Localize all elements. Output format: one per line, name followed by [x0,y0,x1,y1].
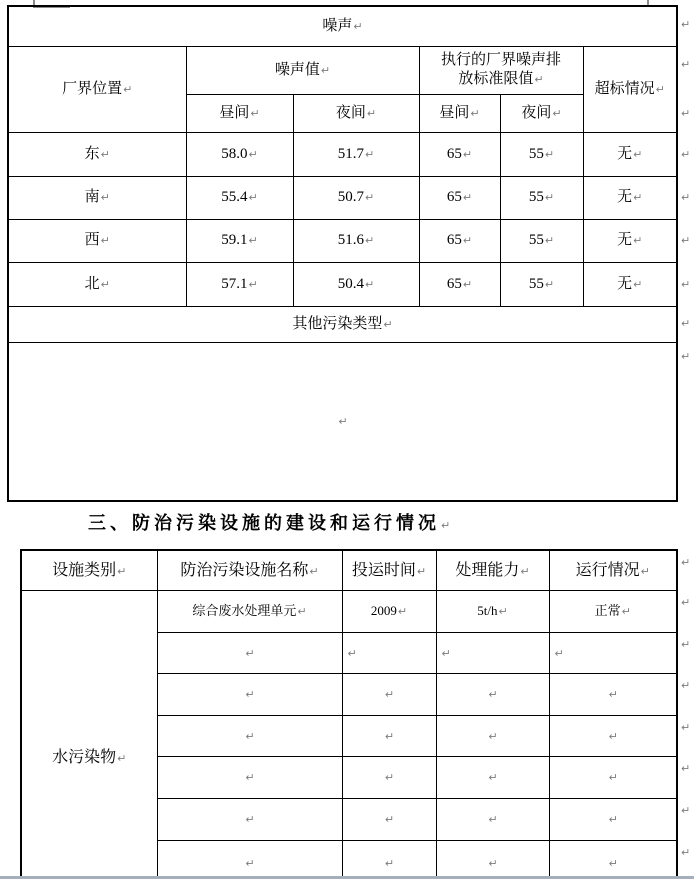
section-title-text: 三、防治污染设施的建设和运行情况 [88,513,440,533]
table-cell-empty [436,840,549,877]
paragraph-mark: ↵ [383,317,393,331]
paragraph-mark: ↵ [633,234,643,248]
paragraph-mark: ↵ [608,729,618,743]
subheader-std-night [500,94,583,132]
paragraph-mark: ↵ [633,147,643,161]
paragraph-mark: ↵ [248,234,258,248]
table-cell-empty [342,673,436,715]
table-cell [8,132,186,176]
table-cell [419,219,500,262]
paragraph-mark: ↵ [365,191,375,205]
paragraph-mark: ↵ [309,564,319,578]
paragraph-mark: ↵ [608,856,618,870]
table-cell [549,590,677,632]
cell-text: 51.7 [337,145,365,162]
table-cell-empty [157,798,342,840]
table-cell-empty [436,798,549,840]
paragraph-mark: ↵ [498,605,508,619]
paragraph-mark: ↵ [470,106,480,120]
noise-table [7,5,678,502]
paragraph-mark: ↵ [608,813,618,827]
paragraph-mark: ↵ [347,646,357,660]
table-cell [8,219,186,262]
cell-text: 55.4 [221,189,248,206]
paragraph-mark: ↵ [416,564,427,578]
table-cell-empty [549,673,677,715]
table-cell-empty [342,840,436,877]
cell-text: 无 [617,275,633,292]
cell-text: 58.0 [221,145,248,162]
paragraph-mark: ↵ [245,856,255,870]
table-cell [186,219,293,262]
cell-text: 65 [446,145,462,162]
paragraph-mark: ↵ [365,277,375,291]
header-text: 噪声值 [274,61,320,78]
cell-text: 55 [528,189,544,206]
table-cell [583,132,677,176]
header-capacity [436,550,549,590]
paragraph-mark: ↵ [245,688,255,702]
paragraph-mark: ↵ [248,147,258,161]
paragraph-mark: ↵ [462,277,473,291]
table-cell-empty [436,632,549,673]
paragraph-mark: ↵ [520,564,530,578]
facility-table-viewport [20,549,680,877]
table-cell [419,262,500,306]
paragraph-mark: ↵ [384,856,395,870]
paragraph-mark: ↵ [544,277,555,291]
paragraph-mark: ↵ [681,596,691,609]
header-commission-time [342,550,436,590]
cell-text: 无 [617,232,633,249]
header-facility-category [21,550,157,590]
cell-text: 西 [84,232,100,249]
paragraph-mark: ↵ [384,813,395,827]
paragraph-mark: ↵ [365,147,375,161]
table-cell-empty [157,715,342,756]
table-cell-empty [342,798,436,840]
header-text: 投运时间 [351,561,416,579]
paragraph-mark: ↵ [681,846,691,859]
facility-header-row [21,550,677,590]
cell-text: 无 [617,145,633,162]
paragraph-mark: ↵ [681,107,691,120]
header-facility-name [157,550,342,590]
facility-row-wastewater-unit [21,590,677,632]
header-text: 防治污染设施名称 [180,561,309,579]
noise-row-south [8,176,677,219]
noise-section-header-text: 噪声 [322,17,353,34]
table-cell [583,176,677,219]
cell-text: 65 [446,275,462,292]
cell-text: 50.4 [337,275,365,292]
noise-row-north [8,262,677,306]
table-cell-empty [436,756,549,798]
paragraph-mark: ↵ [681,191,691,204]
header-text: 昼间 [219,104,250,121]
table-cell [500,132,583,176]
cell-text: 南 [84,189,100,206]
paragraph-mark: ↵ [681,804,691,817]
table-cell-empty [436,715,549,756]
header-text: 执行的厂界噪声排放标准限值 [440,52,561,87]
cell-text: 2009 [370,603,397,619]
cell-text: 51.6 [337,232,365,249]
table-cell [293,132,419,176]
table-cell [186,132,293,176]
paragraph-mark: ↵ [100,234,110,248]
header-exceedance [583,46,677,132]
table-cell [293,176,419,219]
paragraph-mark: ↵ [245,729,255,743]
table-cell [293,262,419,306]
paragraph-mark: ↵ [544,234,555,248]
paragraph-mark: ↵ [366,106,377,120]
cell-text: 50.7 [337,189,365,206]
paragraph-mark: ↵ [441,646,451,660]
table-cell [8,176,186,219]
paragraph-mark: ↵ [100,277,110,291]
table-cell-empty [549,715,677,756]
table-cell-empty [549,840,677,877]
header-text: 夜间 [335,104,366,121]
subheader-day [186,94,293,132]
table-cell [500,219,583,262]
paragraph-mark: ↵ [488,856,498,870]
paragraph-mark: ↵ [100,147,110,161]
window-bottom-divider [0,876,694,879]
paragraph-mark: ↵ [353,19,363,33]
table-cell-empty [342,756,436,798]
header-text: 处理能力 [455,561,520,579]
table-cell [186,262,293,306]
paragraph-mark: ↵ [320,63,331,77]
paragraph-mark: ↵ [245,646,255,660]
paragraph-mark: ↵ [681,234,691,247]
paragraph-mark: ↵ [681,18,691,31]
paragraph-mark: ↵ [462,147,473,161]
table-cell-empty [157,632,342,673]
paragraph-mark: ↵ [441,519,451,532]
paragraph-mark: ↵ [608,688,618,702]
paragraph-mark: ↵ [384,729,395,743]
noise-section-header [8,6,677,46]
table-cell-empty [342,715,436,756]
paragraph-mark: ↵ [248,191,258,205]
table-cell-empty [157,840,342,877]
header-standard-limit [419,46,583,94]
table-cell-empty [342,632,436,673]
paragraph-mark: ↵ [621,605,631,619]
paragraph-mark: ↵ [488,813,498,827]
table-cell [293,219,419,262]
table-cell [186,176,293,219]
header-text: 运行情况 [575,561,640,579]
noise-row-west [8,219,677,262]
header-boundary-location [8,46,186,132]
paragraph-mark: ↵ [297,605,307,619]
table-cell-empty [549,798,677,840]
paragraph-mark: ↵ [397,605,408,619]
cell-text: 55 [528,275,544,292]
table-cell [419,176,500,219]
paragraph-mark: ↵ [462,191,473,205]
category-water-pollutants [21,590,157,877]
paragraph-mark: ↵ [123,82,133,96]
paragraph-mark: ↵ [681,58,691,71]
cell-text: 综合废水处理单元 [192,603,297,619]
paragraph-mark: ↵ [245,813,255,827]
paragraph-mark: ↵ [633,191,643,205]
table-cell [500,176,583,219]
facility-table [20,549,678,877]
paragraph-mark: ↵ [488,729,498,743]
cell-text: 57.1 [221,275,248,292]
other-pollution-empty-cell [8,342,677,501]
paragraph-mark: ↵ [681,278,691,291]
table-cell-empty [549,756,677,798]
paragraph-mark: ↵ [488,688,498,702]
paragraph-mark: ↵ [681,317,691,330]
table-cell [583,219,677,262]
noise-row-east [8,132,677,176]
header-text: 设施类别 [52,561,117,579]
header-noise-value [186,46,419,94]
paragraph-mark: ↵ [544,147,555,161]
cell-text: 55 [528,145,544,162]
paragraph-mark: ↵ [554,646,564,660]
paragraph-mark: ↵ [681,556,691,569]
paragraph-mark: ↵ [384,688,395,702]
paragraph-mark: ↵ [338,414,348,428]
other-pollution-header [8,306,677,342]
table-cell [500,262,583,306]
cell-text: 65 [446,232,462,249]
paragraph-mark: ↵ [117,564,127,578]
paragraph-mark: ↵ [248,277,258,291]
paragraph-mark: ↵ [534,73,544,86]
paragraph-mark: ↵ [681,148,691,161]
section-title [88,509,450,535]
header-text: 超标情况 [594,80,655,97]
table-cell-empty [157,756,342,798]
paragraph-mark: ↵ [245,771,255,785]
cell-text: 无 [617,189,633,206]
paragraph-mark: ↵ [365,234,375,248]
cell-text: 东 [84,145,100,162]
header-operation-status [549,550,677,590]
table-cell [157,590,342,632]
paragraph-mark: ↵ [552,106,562,120]
table-cell [419,132,500,176]
header-text: 昼间 [439,104,470,121]
paragraph-mark: ↵ [655,82,665,96]
paragraph-mark: ↵ [681,721,691,734]
cell-text: 5t/h [477,603,498,619]
paragraph-mark: ↵ [384,771,395,785]
paragraph-mark: ↵ [681,350,691,363]
cell-text: 北 [84,275,100,292]
paragraph-mark: ↵ [681,638,691,651]
table-cell-empty [549,632,677,673]
paragraph-mark: ↵ [633,277,643,291]
cell-text: 水污染物 [52,749,117,767]
cell-text: 55 [528,232,544,249]
table-cell [583,262,677,306]
subheader-night [293,94,419,132]
header-text: 其他污染类型 [292,315,383,332]
table-cell [8,262,186,306]
table-cell [342,590,436,632]
paragraph-mark: ↵ [250,106,260,120]
paragraph-mark: ↵ [100,191,110,205]
cell-text: 正常 [594,603,621,619]
paragraph-mark: ↵ [608,771,618,785]
paragraph-mark: ↵ [488,771,498,785]
subheader-std-day [419,94,500,132]
paragraph-mark: ↵ [681,679,691,692]
table-cell [436,590,549,632]
paragraph-mark: ↵ [117,752,127,766]
paragraph-mark: ↵ [640,564,650,578]
paragraph-mark: ↵ [681,762,691,775]
table-cell-empty [436,673,549,715]
paragraph-mark: ↵ [544,191,555,205]
header-text: 厂界位置 [62,80,123,97]
cell-text: 65 [446,189,462,206]
table-cell-empty [157,673,342,715]
paragraph-mark: ↵ [462,234,473,248]
cell-text: 59.1 [221,232,248,249]
header-text: 夜间 [521,104,552,121]
